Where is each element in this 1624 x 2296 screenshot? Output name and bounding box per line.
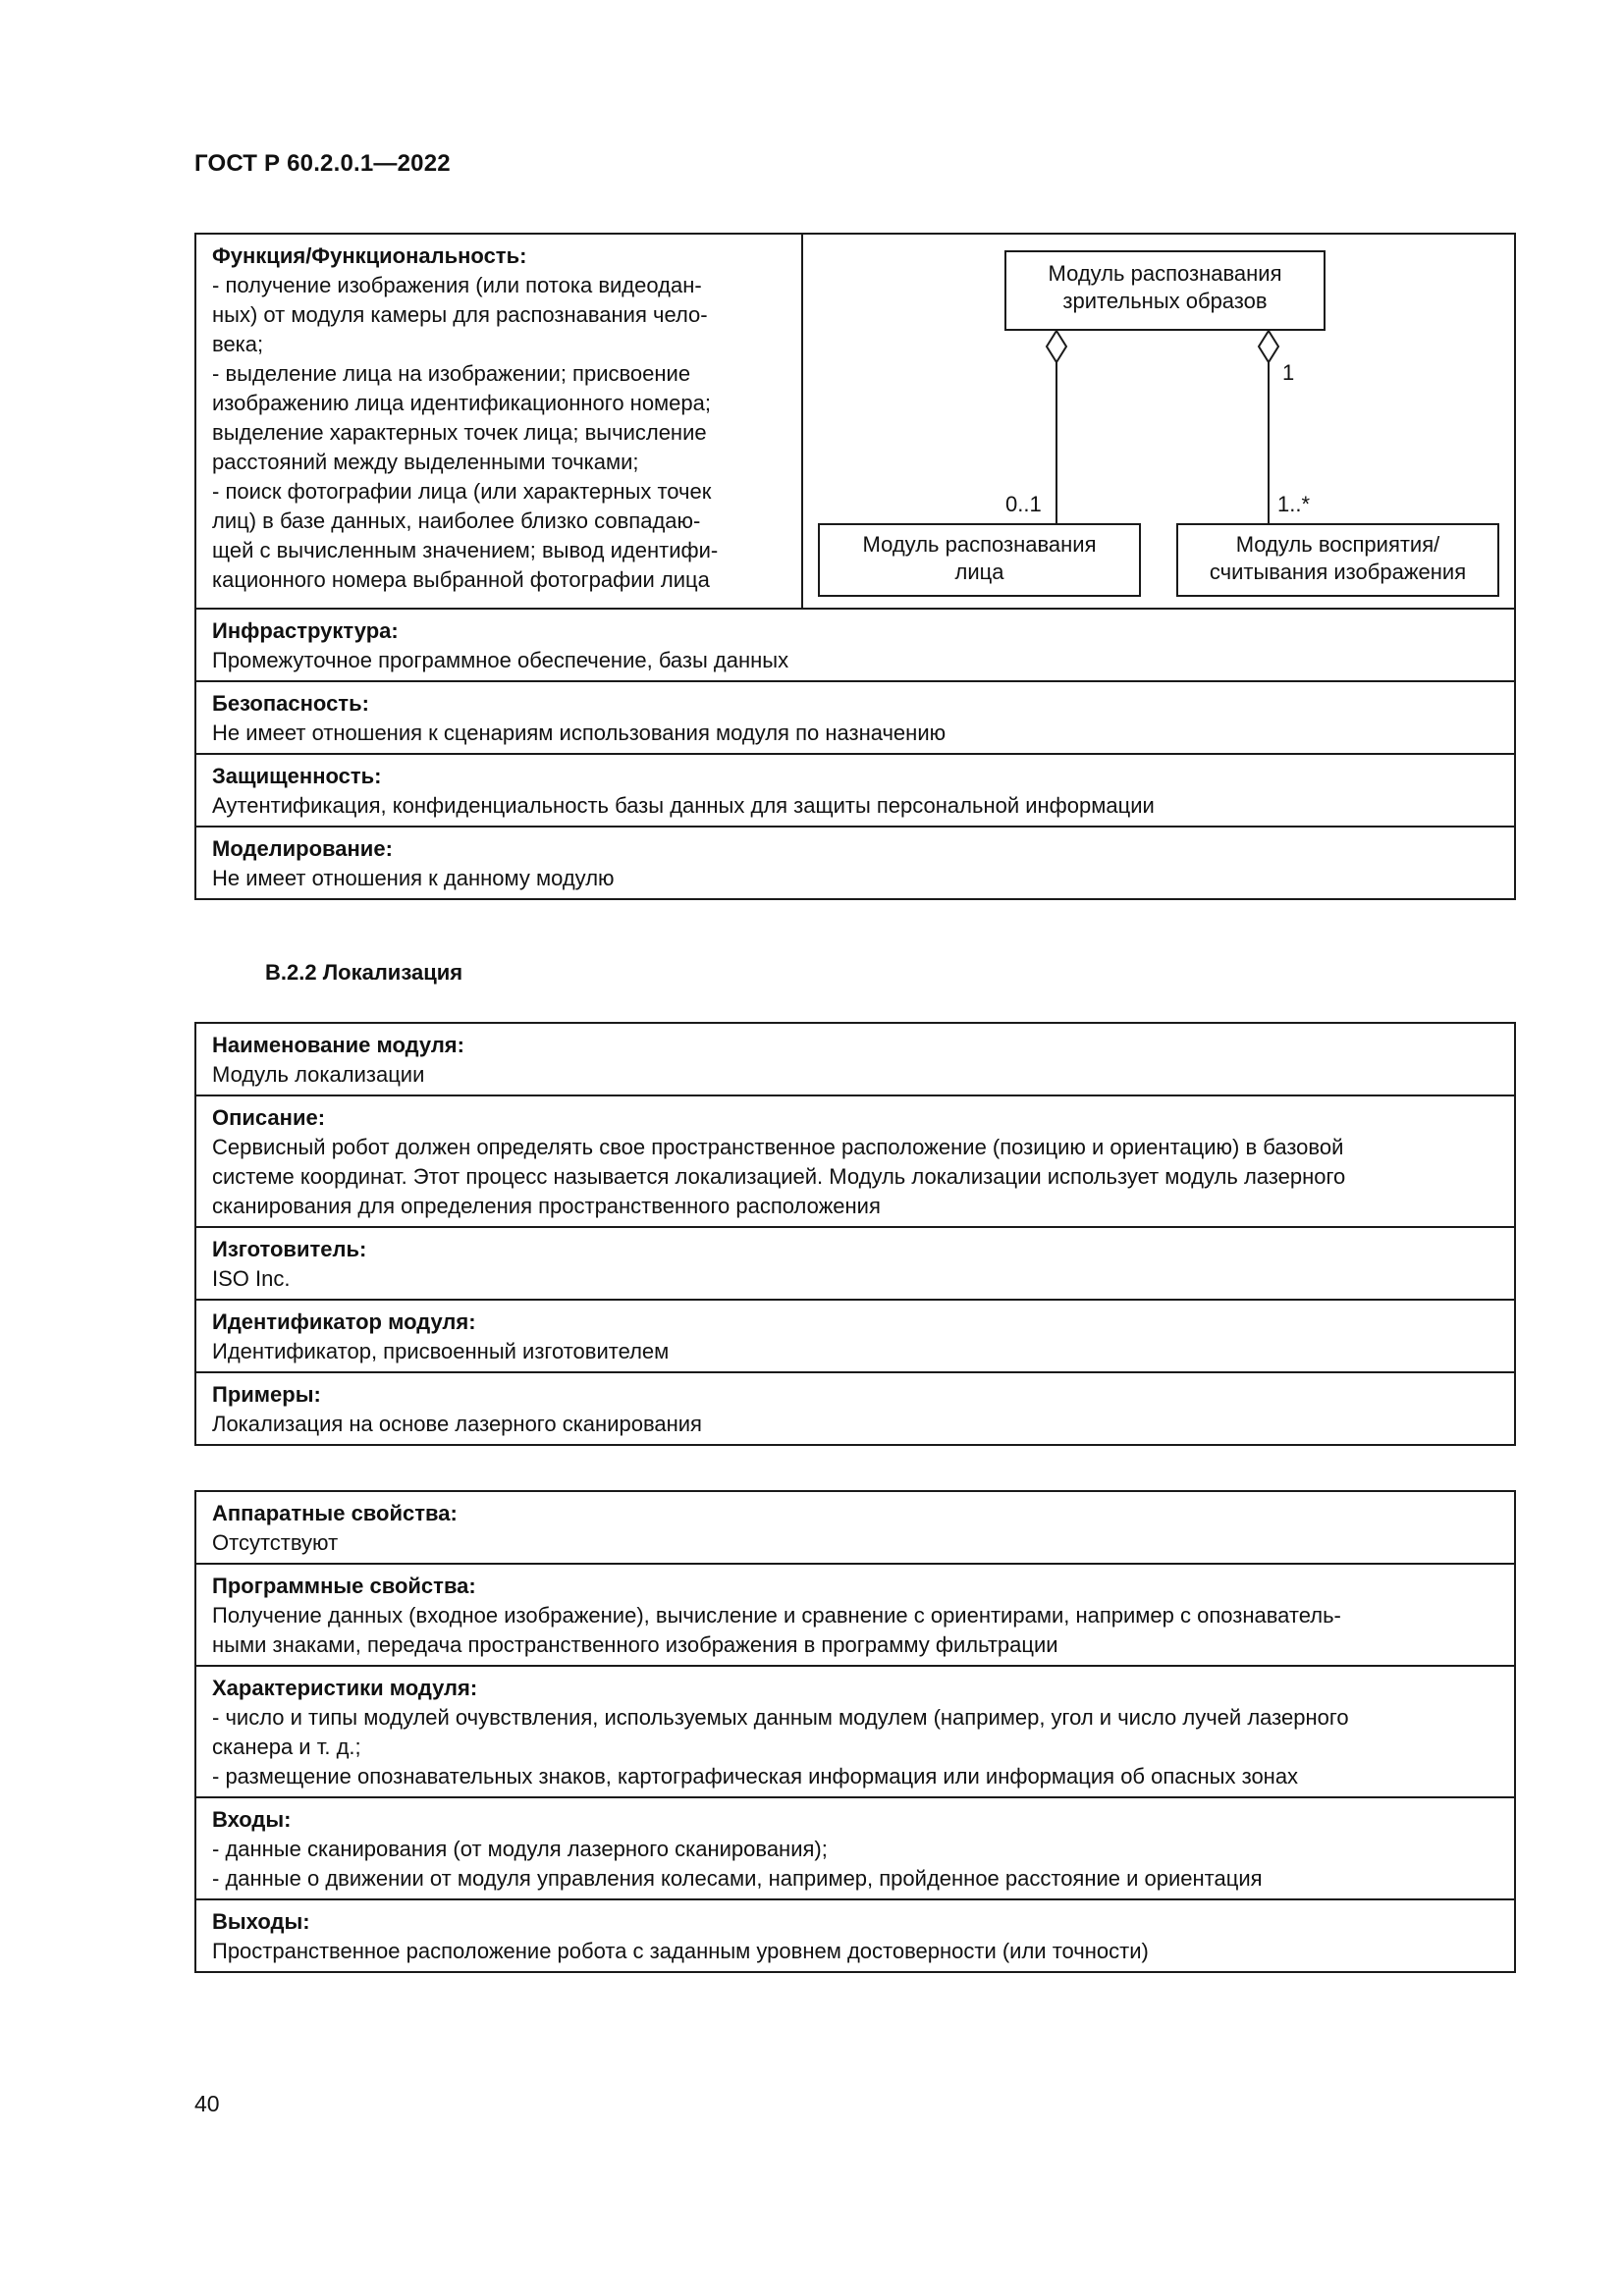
left-box-label: Модуль распознавания лица [862, 532, 1097, 584]
aggregation-diamond-right [1259, 331, 1278, 362]
top-box-label: Модуль распознавания зрительных образов [1048, 261, 1282, 313]
row-examples: Примеры: Локализация на основе лазерного сканирования [196, 1371, 1514, 1444]
row-modeling: Моделирование: Не имеет отношения к данному модулю [196, 826, 1514, 898]
row-security: Защищенность: Аутентификация, конфиденциальность базы данных для защиты персональной информации [196, 753, 1514, 826]
uml-diagram [803, 235, 1514, 608]
row-module-name: Наименование модуля: Модуль локализации [212, 1033, 464, 1087]
function-label: Функция/Функциональность: [212, 243, 527, 268]
function-cell [196, 235, 803, 608]
row-safety: Безопасность: Не имеет отношения к сценариям использования модуля по назначению [196, 680, 1514, 753]
multiplicity-top-right: 1 [1282, 360, 1295, 385]
module-properties-table [194, 1490, 1516, 1973]
row-outputs: Выходы: Пространственное расположение робота с заданным уровнем достоверности (или точности) [196, 1898, 1514, 1971]
function-row [196, 235, 1514, 610]
row-inputs: Входы: - данные сканирования (от модуля лазерного сканирования); - данные о движении от модуля управления колесами, например, пройденное расстояние и ориентация [196, 1796, 1514, 1898]
module-table-recognition [194, 233, 1516, 900]
row-manufacturer: Изготовитель: ISO Inc. [196, 1226, 1514, 1299]
page-number: 40 [194, 2091, 220, 2116]
multiplicity-left: 0..1 [1005, 492, 1042, 516]
document-header: ГОСТ Р 60.2.0.1—2022 [194, 150, 451, 177]
row-module-characteristics: Характеристики модуля: - число и типы модулей очувствления, используемых данным модулем (например, угол и число лучей лазерного сканера и т. д.; - размещение опознавательных знаков, картографическая информация или информация об опасных зонах [196, 1665, 1514, 1796]
row-software-properties: Программные свойства: Получение данных (входное изображение), вычисление и сравнение с ориентирами, например с опознаватель- ными знаками, передача пространственного изображения в программу фильтрации [196, 1563, 1514, 1665]
row-description: Описание: Сервисный робот должен определять свое пространственное расположение (позицию и ориентацию) в базовой системе координат. Этот процесс называется локализацией. Модуль локализации использует модуль лазерного сканирования для определения пространственного расположения [196, 1095, 1514, 1226]
row-infrastructure: Инфраструктура: Промежуточное программное обеспечение, базы данных [212, 618, 789, 672]
multiplicity-right: 1..* [1277, 492, 1311, 516]
aggregation-diamond-left [1047, 331, 1066, 362]
row-module-id: Идентификатор модуля: Идентификатор, присвоенный изготовителем [196, 1299, 1514, 1371]
section-title: B.2.2 Локализация [265, 960, 463, 985]
right-box-label: Модуль восприятия/ считывания изображения [1209, 532, 1467, 584]
module-table-localization [194, 1022, 1516, 1446]
row-hardware-properties: Аппаратные свойства: Отсутствуют [212, 1501, 458, 1555]
function-text: - получение изображения (или потока видеодан- ных) от модуля камеры для распознавания чело- века; - выделение лица на изображении; присвоение изображению лица идентификационного номера; выделение характерных точек лица; вычисление расстояний между выделенными точками; - поиск фотографии лица (или характерных точек лиц) в базе данных, наиболее близко совпадаю- щей с вычисленным значением; вывод идентифи- кационного номера выбранной фотографии лица [212, 273, 719, 592]
